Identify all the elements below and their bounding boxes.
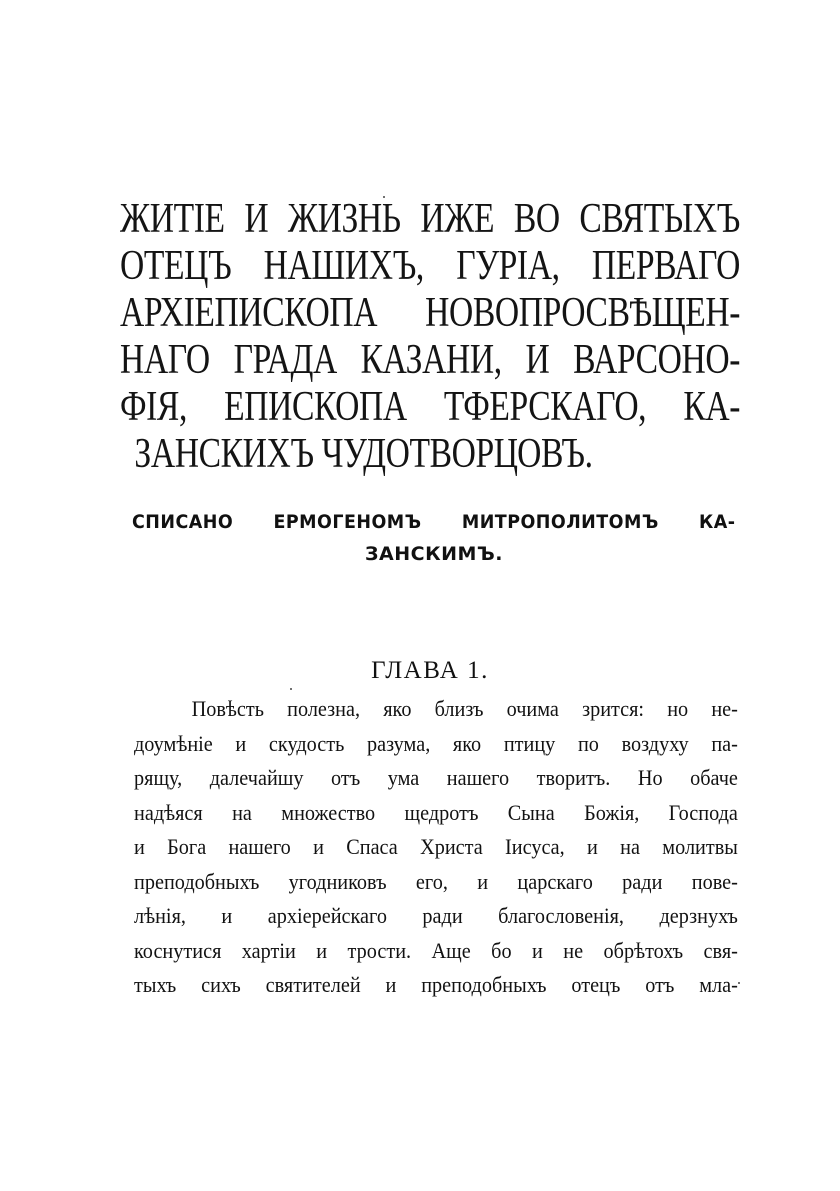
title-line: НАГО ГРАДА КАЗАНИ, И ВАРСОНО- (120, 337, 740, 383)
body-line: рящу, далечайшу отъ ума нашего творитъ. Но обаче (134, 765, 738, 790)
chapter-heading: ГЛАВА 1. (371, 657, 489, 684)
body-line: лѣнія, и архіерейскаго ради благословенія, дерзнухъ (134, 903, 738, 928)
document-title (120, 196, 740, 478)
title-line: ЗАНСКИХЪ ЧУДОТВОРЦОВЪ. (134, 431, 593, 477)
body-text (134, 692, 738, 1003)
title-line: ЖИТІЕ И ЖИЗНЬ ИЖЕ ВО СВЯТЫХЪ (120, 196, 740, 242)
body-line: доумѣніе и скудость разума, яко птицу по воздуху па- (134, 730, 738, 756)
body-line: и Бога нашего и Спаса Христа Іисуса, и на молитвы (134, 834, 738, 859)
body-line: надѣяся на множество щедротъ Сына Божія, Господа (134, 799, 738, 825)
document-subtitle (132, 506, 736, 570)
body-line: коснутися хартіи и трости. Аще бо и не обрѣтохъ свя- (134, 937, 738, 963)
body-line: тыхъ сихъ святителей и преподобныхъ отецъ отъ мла- (134, 972, 738, 997)
title-line: ФІЯ, ЕПИСКОПА ТФЕРСКАГО, КА- (120, 384, 740, 430)
body-line: Повѣсть полезна, яко близъ очима зрится: но не- (191, 696, 738, 721)
subtitle-line: ЗАНСКИМЪ. (365, 543, 503, 565)
print-speck (738, 982, 740, 984)
print-speck (290, 688, 292, 690)
title-line: ОТЕЦЪ НАШИХЪ, ГУРІА, ПЕРВАГО (120, 243, 740, 289)
body-line: преподобныхъ угодниковъ его, и царскаго ради пове- (134, 868, 738, 894)
subtitle-line: СПИСАНО ЕРМОГЕНОМЪ МИТРОПОЛИТОМЪ КА- (132, 511, 736, 533)
title-line: АРХІЕПИСКОПА НОВОПРОСВѢЩЕН- (120, 290, 740, 336)
